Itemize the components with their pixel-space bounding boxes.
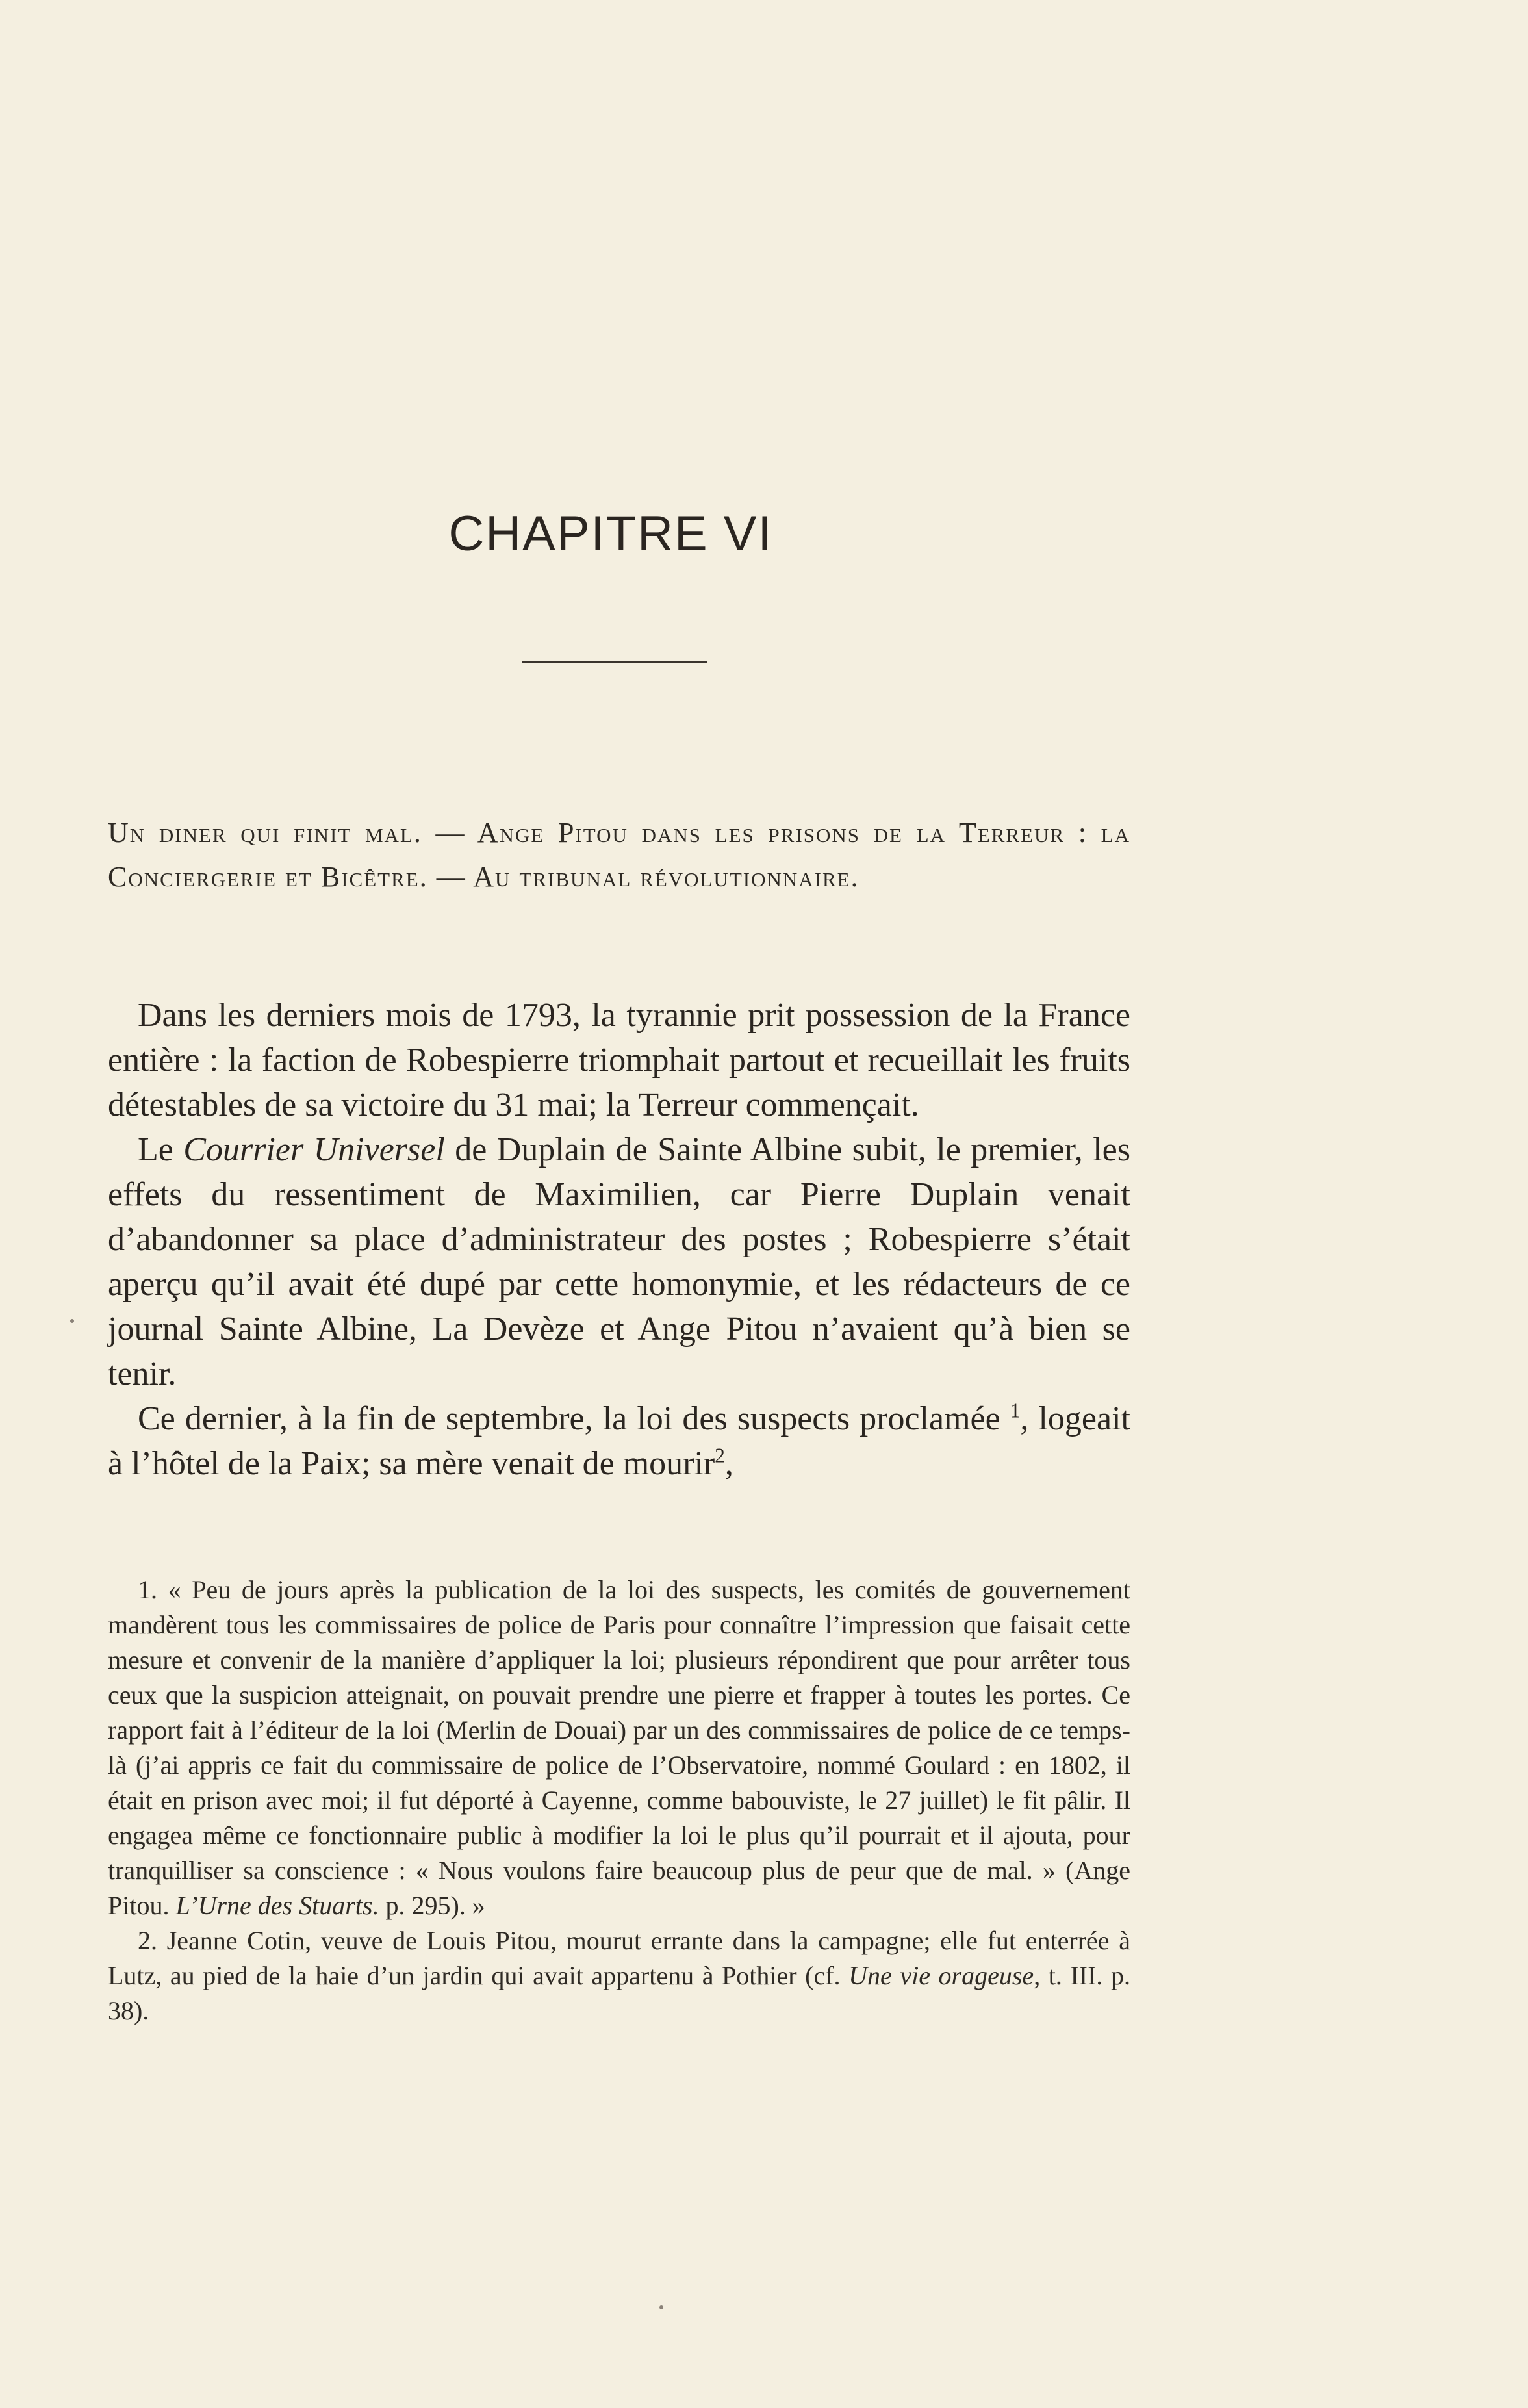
footnote-2-tail: , t. III. p. 38). xyxy=(108,1961,1130,2025)
chapter-title: CHAPITRE VI xyxy=(448,506,773,561)
newspaper-title: Courrier Universel xyxy=(183,1131,445,1168)
footnote-ref-2: 2 xyxy=(715,1444,725,1467)
body-text xyxy=(108,993,1130,1486)
footnote-1-book-title: L’Urne des Stuarts. xyxy=(175,1891,379,1920)
paragraph-3-a: Ce dernier, à la fin de septembre, la loi des suspects proclamée xyxy=(138,1400,1010,1437)
footnote-1-text: « Peu de jours après la publication de la loi des suspects, les comités de gouvernement mandèrent tous les commissaires de police de Paris pour connaître l’impression que faisait cette mesure et convenir de la manière d’appliquer la loi; plusieurs répondirent que pour arrêter tous ceux que la suspicion atteignait, on pouvait prendre une pierre et frapper à toutes les portes. Ce rapport fait à l’éditeur de la loi (Merlin de Douai) par un des commissaires de police de ce temps-là (j’ai appris ce fait du commissaire de police de l’Observatoire, nommé Goulard : en 1802, il était en prison avec moi; il fut déporté à Cayenne, comme babouviste, le 27 juillet) le fit pâlir. Il engagea même ce fonctionnaire public à modifier la loi le plus qu’il pourrait et il ajouta, pour tranquilliser sa conscience : « Nous voulons faire beaucoup plus de peur que de mal. » (Ange Pitou. xyxy=(108,1575,1130,1920)
paragraph-3-b: , logeait à l’hôtel de la Paix; sa mère venait de mourir xyxy=(108,1400,1130,1482)
paragraph-1: Dans les derniers mois de 1793, la tyrannie prit possession de la France entière : la faction de Robespierre triomphait partout et recueillait les fruits détestables de sa victoire du 31 mai; la Terreur commençait. xyxy=(108,997,1130,1123)
footnotes xyxy=(108,1572,1130,2029)
paragraph-2 xyxy=(108,1127,1130,1396)
footnote-1-tail: p. 295). » xyxy=(379,1891,485,1920)
paragraph-2-lead: Le xyxy=(138,1131,184,1168)
footnote-2-number: 2. xyxy=(138,1926,157,1955)
footnote-2-text: Jeanne Cotin, veuve de Louis Pitou, mourut errante dans la campagne; elle fut enterrée à Lutz, au pied de la haie d’un jardin qui avait appartenu à Pothier (cf. xyxy=(108,1926,1130,1990)
paragraph-3-c: , xyxy=(724,1445,733,1482)
chapter-summary: Un diner qui finit mal. — Ange Pitou dans les prisons de la Terreur : la Conciergerie et Bicêtre. — Au tribunal révolutionnaire. xyxy=(108,817,1130,893)
paper-speck xyxy=(70,1319,74,1323)
footnote-1-number: 1. xyxy=(138,1575,157,1604)
title-rule xyxy=(522,661,707,663)
footnote-2-book-title: Une vie orageuse xyxy=(848,1961,1034,1990)
paragraph-2-rest: de Duplain de Sainte Albine subit, le premier, les effets du ressentiment de Maximilien, car Pierre Duplain venait d’abandonner sa place d’administrateur des postes ; Robespierre s’était aperçu qu’il avait été dupé par cette homonymie, et les rédacteurs de ce journal Sainte Albine, La Devèze et Ange Pitou n’avaient qu’à bien se tenir. xyxy=(108,1131,1130,1392)
paragraph-3 xyxy=(108,1396,1130,1486)
paper-speck xyxy=(659,2305,663,2309)
footnote-2 xyxy=(108,1923,1130,2029)
footnote-ref-1: 1 xyxy=(1010,1399,1021,1422)
footnote-1 xyxy=(108,1572,1130,1923)
